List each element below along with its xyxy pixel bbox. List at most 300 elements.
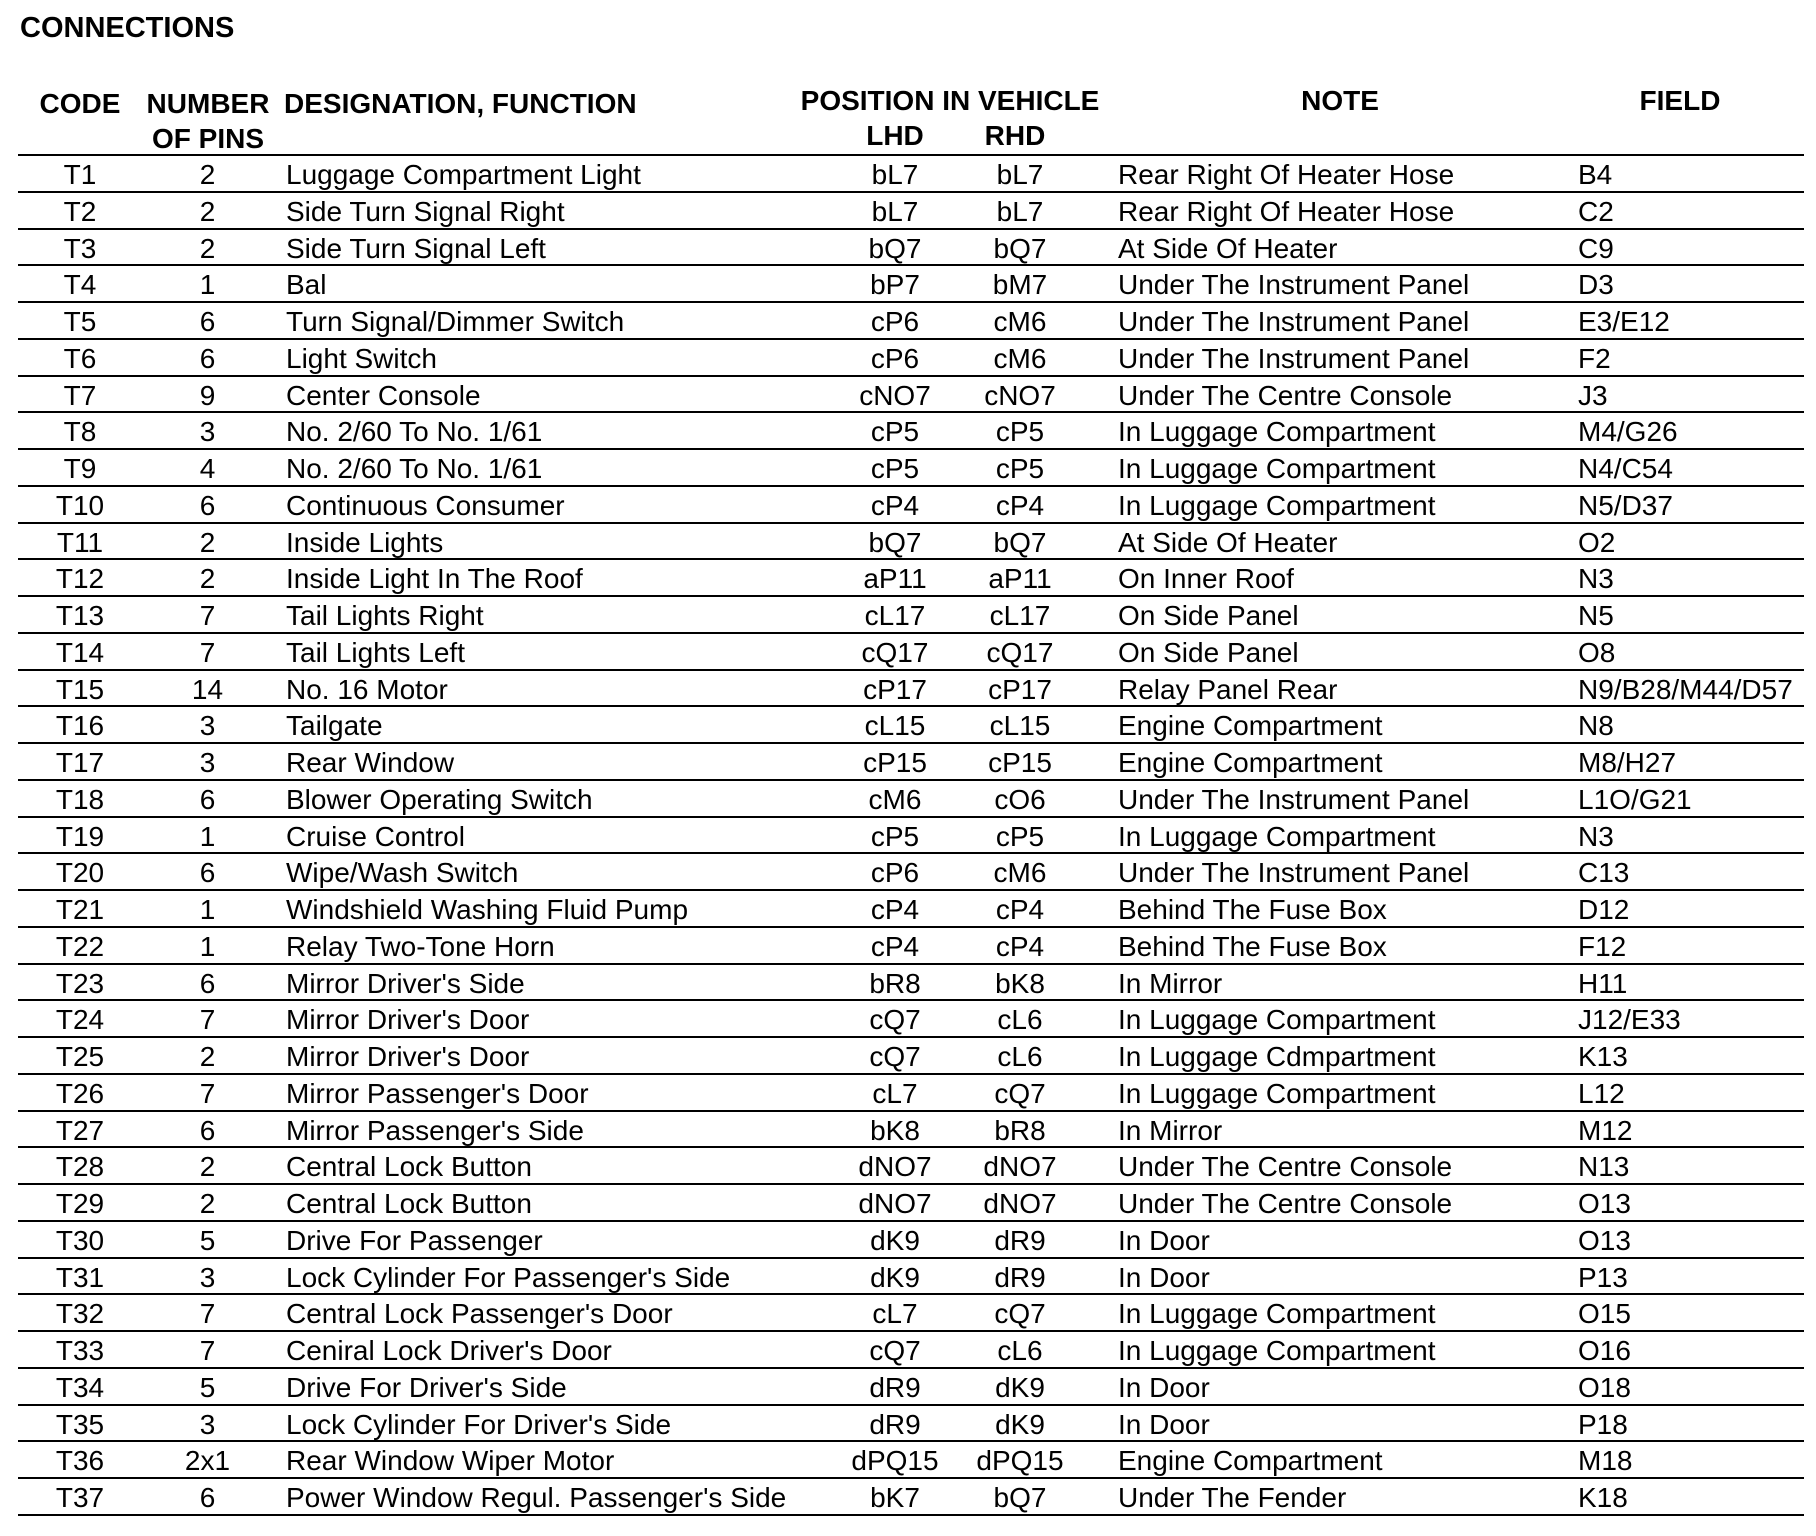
header-position: POSITION IN VEHICLE — [800, 85, 1100, 116]
note-cell: Under The Fender — [1118, 1482, 1347, 1513]
designation-cell: Rear Window — [286, 747, 455, 778]
designation-cell: Central Lock Button — [286, 1151, 532, 1183]
designation-cell: No. 16 Motor — [286, 673, 448, 705]
note-cell: Relay Panel Rear — [1118, 673, 1338, 705]
note-cell: Engine Compartment — [1118, 747, 1383, 778]
table-row — [0, 303, 1816, 340]
pins-cell: 4 — [199, 453, 216, 484]
table-row — [0, 1148, 1816, 1185]
designation-cell: Mirror Driver's Door — [286, 1004, 530, 1036]
table-row — [0, 671, 1816, 708]
code-cell: T30 — [55, 1224, 105, 1256]
rhd-position-cell: bK8 — [995, 967, 1045, 999]
field-cell: C13 — [1578, 857, 1630, 889]
pins-cell: 3 — [199, 747, 216, 778]
code-cell: T37 — [55, 1482, 105, 1513]
designation-cell: Luggage Compartment Light — [286, 159, 641, 190]
code-cell: T32 — [55, 1298, 105, 1330]
designation-cell: Mirror Driver's Door — [286, 1041, 530, 1072]
note-cell: In Luggage Compartment — [1118, 820, 1436, 852]
rhd-position-cell: cL17 — [989, 600, 1051, 631]
lhd-position-cell: dR9 — [869, 1408, 921, 1440]
lhd-position-cell: cP4 — [870, 930, 920, 962]
rhd-position-cell: cP4 — [995, 489, 1045, 521]
field-cell: N13 — [1578, 1151, 1630, 1183]
field-cell: O2 — [1578, 526, 1616, 558]
note-cell: In Door — [1118, 1408, 1210, 1440]
code-cell: T11 — [56, 526, 104, 558]
note-cell: Under The Instrument Panel — [1118, 306, 1470, 337]
lhd-position-cell: cP15 — [863, 747, 927, 778]
lhd-position-cell: cL7 — [872, 1077, 918, 1109]
pins-cell: 3 — [199, 710, 216, 742]
table-row — [0, 854, 1816, 891]
designation-cell: Mirror Passenger's Side — [286, 1114, 584, 1146]
rhd-position-cell: bL7 — [996, 159, 1044, 190]
table-row — [0, 524, 1816, 561]
rhd-position-cell: cP17 — [988, 673, 1052, 705]
rhd-position-cell: bQ7 — [993, 526, 1047, 558]
table-row — [0, 560, 1816, 597]
pins-cell: 9 — [199, 379, 216, 411]
code-cell: T7 — [63, 379, 97, 411]
page-title: CONNECTIONS — [20, 12, 235, 44]
note-cell: Behind The Fuse Box — [1118, 894, 1387, 925]
field-cell: E3/E12 — [1578, 306, 1670, 337]
table-row — [0, 1222, 1816, 1259]
code-cell: T28 — [55, 1151, 105, 1183]
note-cell: Rear Right Of Heater Hose — [1118, 195, 1455, 227]
note-cell: In Luggage Cdmpartment — [1118, 1041, 1436, 1072]
designation-cell: Cruise Control — [286, 820, 465, 852]
code-cell: T34 — [55, 1371, 105, 1403]
note-cell: On Side Panel — [1118, 636, 1299, 668]
pins-cell: 6 — [199, 1482, 216, 1513]
note-cell: In Luggage Compartment — [1118, 416, 1436, 448]
code-cell: T14 — [55, 636, 105, 668]
code-cell: T9 — [63, 453, 97, 484]
code-cell: T33 — [55, 1335, 105, 1366]
table-row — [0, 487, 1816, 524]
field-cell: N5/D37 — [1578, 489, 1673, 521]
designation-cell: Central Lock Passenger's Door — [286, 1298, 673, 1330]
pins-cell: 3 — [199, 1261, 216, 1293]
table-row — [0, 340, 1816, 377]
table-row — [0, 744, 1816, 781]
pins-cell: 7 — [199, 636, 216, 668]
field-cell: M18 — [1578, 1445, 1633, 1477]
rhd-position-cell: cP4 — [995, 930, 1045, 962]
code-cell: T27 — [55, 1114, 105, 1146]
designation-cell: Side Turn Signal Right — [286, 195, 565, 227]
table-row — [0, 450, 1816, 487]
table-row — [0, 818, 1816, 855]
rhd-position-cell: cO6 — [994, 783, 1046, 815]
lhd-position-cell: dK9 — [870, 1224, 920, 1256]
pins-cell: 7 — [199, 600, 216, 631]
designation-cell: Center Console — [286, 379, 481, 411]
lhd-position-cell: cQ17 — [861, 636, 929, 668]
rhd-position-cell: bQ7 — [993, 232, 1047, 264]
table-row — [0, 1075, 1816, 1112]
table-row — [0, 781, 1816, 818]
lhd-position-cell: cQ7 — [869, 1335, 921, 1366]
table-row — [0, 1406, 1816, 1443]
rhd-position-cell: bR8 — [994, 1114, 1046, 1146]
pins-cell: 6 — [199, 857, 216, 889]
rhd-position-cell: cL6 — [997, 1335, 1043, 1366]
pins-cell: 2 — [199, 563, 216, 595]
table-row — [0, 230, 1816, 267]
field-cell: N4/C54 — [1578, 453, 1673, 484]
note-cell: In Luggage Compartment — [1118, 1077, 1436, 1109]
field-cell: O16 — [1578, 1335, 1631, 1366]
header-code: CODE — [39, 88, 121, 119]
lhd-position-cell: bL7 — [871, 195, 919, 227]
code-cell: T17 — [55, 747, 105, 778]
table-row — [0, 1332, 1816, 1369]
pins-cell: 14 — [191, 673, 224, 705]
pins-cell: 6 — [199, 783, 216, 815]
table-row — [0, 1185, 1816, 1222]
lhd-position-cell: bK8 — [870, 1114, 920, 1146]
lhd-position-cell: cP5 — [870, 820, 920, 852]
code-cell: T12 — [55, 563, 105, 595]
code-cell: T19 — [55, 820, 105, 852]
lhd-position-cell: dR9 — [869, 1371, 921, 1403]
code-cell: T5 — [63, 306, 97, 337]
table-row — [0, 413, 1816, 450]
lhd-position-cell: cP5 — [870, 453, 920, 484]
code-cell: T6 — [63, 342, 97, 374]
table-row — [0, 1442, 1816, 1479]
note-cell: In Mirror — [1118, 1114, 1223, 1146]
note-cell: Under The Instrument Panel — [1118, 269, 1470, 301]
note-cell: Under The Centre Console — [1118, 1188, 1453, 1219]
pins-cell: 3 — [199, 416, 216, 448]
rhd-position-cell: bQ7 — [993, 1482, 1047, 1513]
header-lhd: LHD — [866, 120, 924, 151]
designation-cell: Light Switch — [286, 342, 437, 374]
note-cell: Behind The Fuse Box — [1118, 930, 1387, 962]
lhd-position-cell: bK7 — [870, 1482, 920, 1513]
pins-cell: 2 — [199, 1041, 216, 1072]
designation-cell: Tail Lights Right — [286, 600, 484, 631]
note-cell: At Side Of Heater — [1118, 232, 1338, 264]
table-row — [0, 377, 1816, 414]
lhd-position-cell: cNO7 — [859, 379, 931, 411]
designation-cell: Turn Signal/Dimmer Switch — [286, 306, 625, 337]
designation-cell: Blower Operating Switch — [286, 783, 593, 815]
lhd-position-cell: cP17 — [863, 673, 927, 705]
field-cell: N5 — [1578, 600, 1614, 631]
pins-cell: 2 — [199, 195, 216, 227]
rhd-position-cell: cQ7 — [994, 1298, 1046, 1330]
table-row — [0, 266, 1816, 303]
note-cell: On Inner Roof — [1118, 563, 1294, 595]
field-cell: M8/H27 — [1578, 747, 1677, 778]
designation-cell: Rear Window Wiper Motor — [286, 1445, 615, 1477]
rhd-position-cell: cP5 — [995, 453, 1045, 484]
field-cell: O8 — [1578, 636, 1616, 668]
table-row — [0, 156, 1816, 193]
lhd-position-cell: bR8 — [869, 967, 921, 999]
table-row — [0, 1038, 1816, 1075]
pins-cell: 2 — [199, 159, 216, 190]
rhd-position-cell: aP11 — [988, 563, 1052, 595]
table-row — [0, 1259, 1816, 1296]
pins-cell: 6 — [199, 967, 216, 999]
rhd-position-cell: dNO7 — [983, 1151, 1057, 1183]
designation-cell: No. 2/60 To No. 1/61 — [286, 453, 543, 484]
code-cell: T35 — [55, 1408, 105, 1440]
note-cell: In Door — [1118, 1224, 1210, 1256]
lhd-position-cell: cL17 — [864, 600, 926, 631]
table-row — [0, 965, 1816, 1002]
field-cell: L1O/G21 — [1578, 783, 1692, 815]
lhd-position-cell: cP4 — [870, 894, 920, 925]
code-cell: T15 — [55, 673, 105, 705]
lhd-position-cell: cQ7 — [869, 1041, 921, 1072]
lhd-position-cell: dPQ15 — [851, 1445, 939, 1477]
field-cell: D12 — [1578, 894, 1630, 925]
field-cell: F2 — [1578, 342, 1611, 374]
lhd-position-cell: bP7 — [870, 269, 920, 301]
designation-cell: Bal — [286, 269, 327, 301]
lhd-position-cell: cL7 — [872, 1298, 918, 1330]
header-rhd: RHD — [984, 120, 1046, 151]
designation-cell: Inside Lights — [286, 526, 444, 558]
table-row — [0, 707, 1816, 744]
note-cell: Under The Instrument Panel — [1118, 342, 1470, 374]
lhd-position-cell: cP4 — [870, 489, 920, 521]
designation-cell: Lock Cylinder For Passenger's Side — [286, 1261, 731, 1293]
note-cell: In Luggage Compartment — [1118, 489, 1436, 521]
code-cell: T16 — [55, 710, 105, 742]
designation-cell: Tailgate — [286, 710, 383, 742]
table-row — [0, 1112, 1816, 1149]
field-cell: M12 — [1578, 1114, 1633, 1146]
field-cell: H11 — [1578, 967, 1628, 999]
lhd-position-cell: cM6 — [868, 783, 922, 815]
lhd-position-cell: cP6 — [870, 306, 920, 337]
note-cell: Engine Compartment — [1118, 1445, 1383, 1477]
lhd-position-cell: dK9 — [870, 1261, 920, 1293]
designation-cell: Mirror Driver's Side — [286, 967, 525, 999]
field-cell: C9 — [1578, 232, 1614, 264]
designation-cell: Continuous Consumer — [286, 489, 565, 521]
pins-cell: 7 — [199, 1335, 216, 1366]
field-cell: P13 — [1578, 1261, 1628, 1293]
table-row — [0, 1295, 1816, 1332]
lhd-position-cell: dNO7 — [858, 1151, 932, 1183]
lhd-position-cell: bQ7 — [868, 526, 922, 558]
pins-cell: 1 — [199, 820, 216, 852]
field-cell: L12 — [1578, 1077, 1625, 1109]
field-cell: O13 — [1578, 1224, 1631, 1256]
field-cell: M4/G26 — [1578, 416, 1678, 448]
field-cell: N3 — [1578, 563, 1614, 595]
header-pins-line2: OF PINS — [151, 123, 264, 154]
field-cell: N9/B28/M44/D57 — [1578, 673, 1793, 705]
rhd-position-cell: cP15 — [988, 747, 1052, 778]
pins-cell: 2 — [199, 1188, 216, 1219]
code-cell: T10 — [55, 489, 105, 521]
note-cell: In Luggage Compartment — [1118, 1298, 1436, 1330]
designation-cell: Mirror Passenger's Door — [286, 1077, 589, 1109]
pins-cell: 5 — [199, 1371, 216, 1403]
field-cell: C2 — [1578, 195, 1614, 227]
field-cell: P18 — [1578, 1408, 1628, 1440]
field-cell: O18 — [1578, 1371, 1631, 1403]
rhd-position-cell: cM6 — [993, 857, 1047, 889]
rhd-position-cell: cL15 — [989, 710, 1051, 742]
field-cell: N8 — [1578, 710, 1614, 742]
lhd-position-cell: cP6 — [870, 342, 920, 374]
designation-cell: Drive For Passenger — [286, 1224, 543, 1256]
rhd-position-cell: dK9 — [995, 1408, 1045, 1440]
designation-cell: Drive For Driver's Side — [286, 1371, 567, 1403]
field-cell: F12 — [1578, 930, 1627, 962]
note-cell: Rear Right Of Heater Hose — [1118, 159, 1455, 190]
code-cell: T13 — [55, 600, 105, 631]
pins-cell: 7 — [199, 1077, 216, 1109]
rhd-position-cell: bL7 — [996, 195, 1044, 227]
note-cell: Under The Centre Console — [1118, 1151, 1453, 1183]
rhd-position-cell: dR9 — [994, 1224, 1046, 1256]
code-cell: T1 — [63, 159, 97, 190]
code-cell: T26 — [55, 1077, 105, 1109]
rhd-position-cell: cP5 — [995, 416, 1045, 448]
designation-cell: Power Window Regul. Passenger's Side — [286, 1482, 787, 1513]
pins-cell: 1 — [199, 269, 216, 301]
code-cell: T2 — [63, 195, 97, 227]
designation-cell: Wipe/Wash Switch — [286, 857, 519, 889]
field-cell: N3 — [1578, 820, 1614, 852]
code-cell: T23 — [55, 967, 105, 999]
note-cell: Under The Instrument Panel — [1118, 783, 1470, 815]
lhd-position-cell: dNO7 — [858, 1188, 932, 1219]
pins-cell: 3 — [199, 1408, 216, 1440]
code-cell: T20 — [55, 857, 105, 889]
header-field: FIELD — [1639, 85, 1721, 116]
table-row — [0, 1369, 1816, 1406]
lhd-position-cell: cL15 — [864, 710, 926, 742]
rhd-position-cell: dR9 — [994, 1261, 1046, 1293]
header-pins-line1: NUMBER — [146, 88, 270, 119]
rhd-position-cell: cL6 — [997, 1041, 1043, 1072]
pins-cell: 7 — [199, 1298, 216, 1330]
code-cell: T25 — [55, 1041, 105, 1072]
pins-cell: 5 — [199, 1224, 216, 1256]
field-cell: K13 — [1578, 1041, 1628, 1072]
note-cell: In Luggage Compartment — [1118, 453, 1436, 484]
rhd-position-cell: cP5 — [995, 820, 1045, 852]
rhd-position-cell: dK9 — [995, 1371, 1045, 1403]
pins-cell: 1 — [199, 930, 216, 962]
note-cell: At Side Of Heater — [1118, 526, 1338, 558]
designation-cell: No. 2/60 To No. 1/61 — [286, 416, 543, 448]
lhd-position-cell: bQ7 — [868, 232, 922, 264]
note-cell: In Door — [1118, 1261, 1210, 1293]
pins-cell: 2x1 — [184, 1445, 231, 1477]
code-cell: T36 — [55, 1445, 105, 1477]
field-cell: B4 — [1578, 159, 1613, 190]
note-cell: Under The Centre Console — [1118, 379, 1453, 411]
designation-cell: Relay Two-Tone Horn — [286, 930, 555, 962]
connections-table-body — [0, 156, 1816, 1516]
pins-cell: 6 — [199, 306, 216, 337]
code-cell: T29 — [55, 1188, 105, 1219]
designation-cell: Windshield Washing Fluid Pump — [286, 894, 689, 925]
lhd-position-cell: cP6 — [870, 857, 920, 889]
code-cell: T8 — [63, 416, 97, 448]
rhd-position-cell: cL6 — [997, 1004, 1043, 1036]
note-cell: In Luggage Compartment — [1118, 1004, 1436, 1036]
field-cell: D3 — [1578, 269, 1614, 301]
designation-cell: Ceniral Lock Driver's Door — [286, 1335, 612, 1366]
note-cell: In Mirror — [1118, 967, 1223, 999]
table-row — [0, 634, 1816, 671]
table-row — [0, 928, 1816, 965]
table-row — [0, 193, 1816, 230]
rhd-position-cell: bM7 — [992, 269, 1048, 301]
pins-cell: 2 — [199, 526, 216, 558]
note-cell: In Door — [1118, 1371, 1210, 1403]
lhd-position-cell: bL7 — [871, 159, 919, 190]
code-cell: T3 — [63, 232, 97, 264]
header-note: NOTE — [1301, 85, 1379, 116]
designation-cell: Inside Light In The Roof — [286, 563, 583, 595]
code-cell: T24 — [55, 1004, 105, 1036]
field-cell: K18 — [1578, 1482, 1628, 1513]
rhd-position-cell: dNO7 — [983, 1188, 1057, 1219]
field-cell: O13 — [1578, 1188, 1631, 1219]
code-cell: T31 — [55, 1261, 105, 1293]
table-row — [0, 597, 1816, 634]
pins-cell: 2 — [199, 1151, 216, 1183]
code-cell: T4 — [63, 269, 97, 301]
note-cell: Under The Instrument Panel — [1118, 857, 1470, 889]
field-cell: J12/E33 — [1578, 1004, 1681, 1036]
field-cell: O15 — [1578, 1298, 1631, 1330]
lhd-position-cell: cP5 — [870, 416, 920, 448]
lhd-position-cell: aP11 — [863, 563, 927, 595]
note-cell: Engine Compartment — [1118, 710, 1383, 742]
pins-cell: 2 — [199, 232, 216, 264]
table-row — [0, 891, 1816, 928]
rhd-position-cell: cM6 — [993, 342, 1047, 374]
header-designation: DESIGNATION, FUNCTION — [284, 88, 637, 119]
rhd-position-cell: cNO7 — [984, 379, 1056, 411]
pins-cell: 7 — [199, 1004, 216, 1036]
code-cell: T21 — [55, 894, 105, 925]
rhd-position-cell: cM6 — [993, 306, 1047, 337]
pins-cell: 6 — [199, 1114, 216, 1146]
table-row — [0, 1479, 1816, 1516]
note-cell: On Side Panel — [1118, 600, 1299, 631]
code-cell: T22 — [55, 930, 105, 962]
rhd-position-cell: cP4 — [995, 894, 1045, 925]
designation-cell: Lock Cylinder For Driver's Side — [286, 1408, 672, 1440]
lhd-position-cell: cQ7 — [869, 1004, 921, 1036]
rhd-position-cell: cQ7 — [994, 1077, 1046, 1109]
code-cell: T18 — [55, 783, 105, 815]
field-cell: J3 — [1578, 379, 1608, 411]
table-row — [0, 1001, 1816, 1038]
pins-cell: 6 — [199, 489, 216, 521]
note-cell: In Luggage Compartment — [1118, 1335, 1436, 1366]
